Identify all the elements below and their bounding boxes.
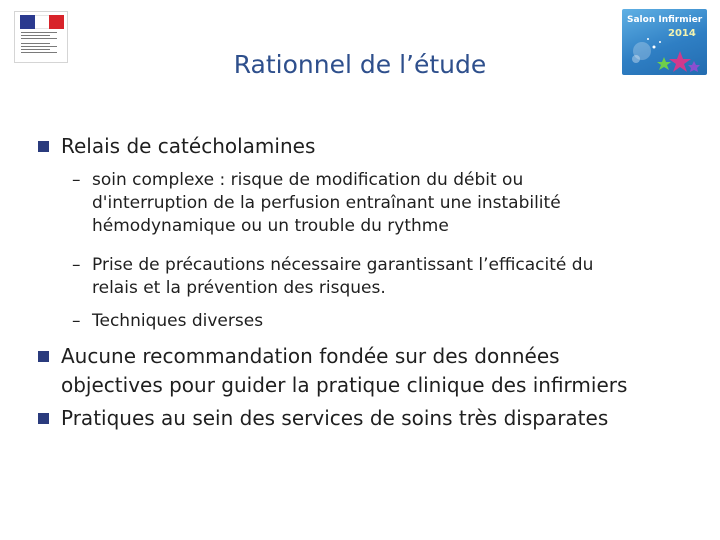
sub-bullet-text	[92, 254, 593, 300]
sub-bullet-line: hémodynamique ou un trouble du rythme	[92, 216, 449, 236]
square-bullet-icon	[38, 413, 49, 424]
dash-marker: –	[72, 170, 81, 190]
sub-bullet-text	[92, 310, 263, 333]
bullet-text: Relais de catécholamines	[61, 134, 316, 158]
square-bullet-icon	[38, 351, 49, 362]
event-logo-title: Salon Infirmier	[627, 15, 703, 25]
flag-icon	[20, 15, 64, 29]
dash-marker: –	[72, 255, 81, 275]
sub-bullet-line: Prise de précautions nécessaire garantissant l’efficacité du	[92, 255, 594, 275]
sub-bullet-line: Techniques diverses	[92, 311, 264, 331]
slide-title: Rationnel de l’étude	[233, 50, 487, 79]
dash-marker: –	[72, 311, 81, 331]
square-bullet-icon	[38, 141, 49, 152]
sub-bullet-text	[92, 169, 561, 238]
bullet-text-line: Aucune recommandation fondée sur des données	[61, 344, 560, 368]
sub-bullet-line: relais et la prévention des risques.	[92, 278, 386, 298]
sub-bullet-line: soin complexe : risque de modification du débit ou	[92, 170, 524, 190]
event-logo-year: 2014	[668, 28, 696, 39]
sub-bullet-line: d'interruption de la perfusion entraînant une instabilité	[92, 193, 561, 213]
bullet-text-line: objectives pour guider la pratique clinique des infirmiers	[61, 373, 628, 397]
bullet-text: Pratiques au sein des services de soins très disparates	[61, 406, 609, 430]
